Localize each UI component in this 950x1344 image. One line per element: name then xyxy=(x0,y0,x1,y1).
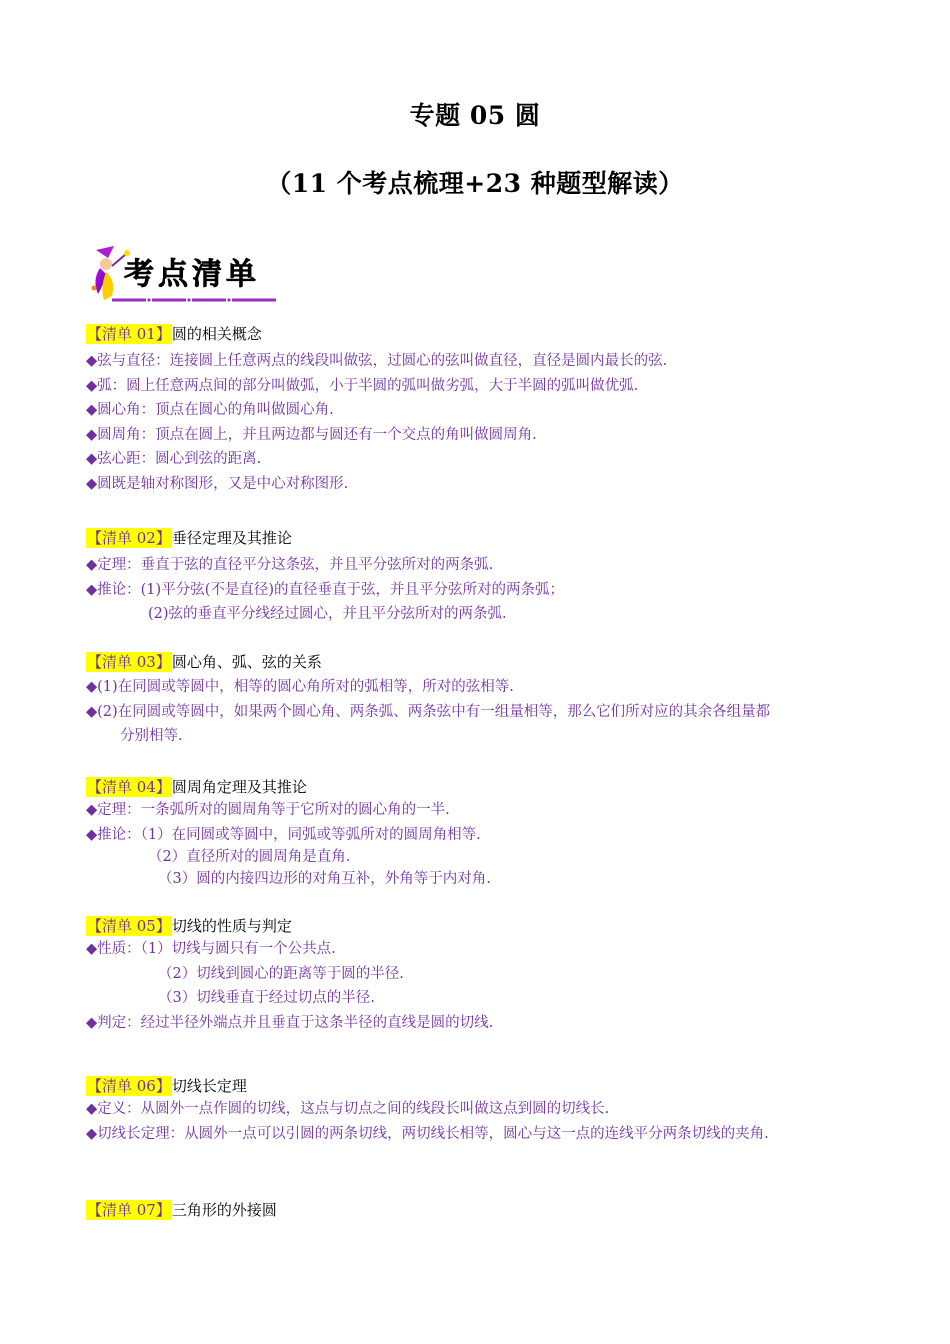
list-item: （2）切线到圆心的距离等于圆的半径. xyxy=(158,965,404,982)
section-tag: 【清单 04】 xyxy=(87,778,171,796)
section-title: 切线长定理 xyxy=(171,1077,247,1095)
section-01 xyxy=(86,323,870,496)
section-heading xyxy=(86,323,870,345)
section-04 xyxy=(86,776,870,891)
section-heading xyxy=(86,1075,870,1097)
list-item: （2）直径所对的圆周角是直角. xyxy=(148,849,351,865)
section-07 xyxy=(86,1199,870,1221)
list-item: ◆(2)在同圆或等圆中，如果两个圆心角、两条弧、两条弦中有一组量相等，那么它们所对应的其余各组量都 xyxy=(86,703,771,720)
list-item: ◆推论：（1）在同圆或等圆中，同弧或等弧所对的圆周角相等. xyxy=(86,826,481,843)
section-title: 圆的相关概念 xyxy=(171,325,262,343)
section-tag: 【清单 05】 xyxy=(87,917,171,935)
section-tag: 【清单 06】 xyxy=(87,1077,171,1095)
list-item: ◆弦心距：圆心到弦的距离. xyxy=(86,451,262,467)
list-item: 分别相等. xyxy=(120,728,183,744)
list-item: ◆定理：垂直于弦的直径平分这条弦，并且平分弦所对的两条弧. xyxy=(86,557,494,573)
section-heading xyxy=(86,776,870,798)
section-heading xyxy=(86,915,870,937)
section-02 xyxy=(86,527,870,627)
section-tag: 【清单 07】 xyxy=(87,1201,171,1219)
section-title: 切线的性质与判定 xyxy=(171,917,292,935)
list-item: ◆判定：经过半径外端点并且垂直于这条半径的直线是圆的切线. xyxy=(86,1014,494,1031)
page-title: 专题 05 圆 xyxy=(409,101,541,130)
list-item: ◆定理：一条弧所对的圆周角等于它所对的圆心角的一半. xyxy=(86,802,450,818)
list-item: ◆圆既是轴对称图形，又是中心对称图形. xyxy=(86,475,349,492)
list-item: ◆弧：圆上任意两点间的部分叫做弧，小于半圆的弧叫做劣弧，大于半圆的弧叫做优弧. xyxy=(86,377,639,394)
section-06 xyxy=(86,1075,870,1146)
page-subtitle: （11 个考点梳理+23 种题型解读） xyxy=(266,169,684,198)
section-title: 垂径定理及其推论 xyxy=(171,529,292,547)
list-item: ◆弦与直径：连接圆上任意两点的线段叫做弦，过圆心的弦叫做直径，直径是圆内最长的弦. xyxy=(86,353,668,369)
list-item: ◆圆心角：顶点在圆心的角叫做圆心角. xyxy=(86,402,334,418)
section-05 xyxy=(86,915,870,1035)
section-tag: 【清单 01】 xyxy=(87,325,171,343)
list-item: ◆切线长定理：从圆外一点可以引圆的两条切线，两切线长相等，圆心与这一点的连线平分两条切线的夹角. xyxy=(86,1125,769,1142)
section-heading xyxy=(86,1199,870,1221)
section-title: 三角形的外接圆 xyxy=(171,1201,277,1219)
list-item: ◆性质：（1）切线与圆只有一个公共点. xyxy=(86,941,336,957)
kaodian-qingdan-logo xyxy=(86,244,286,312)
list-item: （3）切线垂直于经过切点的半径. xyxy=(158,990,375,1006)
section-title: 圆心角、弧、弦的关系 xyxy=(171,653,322,671)
list-item: ◆圆周角：顶点在圆上，并且两边都与圆还有一个交点的角叫做圆周角. xyxy=(86,426,537,443)
section-heading xyxy=(86,651,870,673)
section-tag: 【清单 02】 xyxy=(87,529,171,547)
list-item: ◆定义：从圆外一点作圆的切线，这点与切点之间的线段长叫做这点到圆的切线长. xyxy=(86,1101,610,1117)
list-item: （3）圆的内接四边形的对角互补，外角等于内对角. xyxy=(158,871,491,887)
section-tag: 【清单 03】 xyxy=(87,653,171,671)
list-item: (2)弦的垂直平分线经过圆心，并且平分弦所对的两条弧. xyxy=(148,606,507,622)
section-03 xyxy=(86,651,870,749)
list-item: ◆推论：(1)平分弦(不是直径)的直径垂直于弦，并且平分弦所对的两条弧； xyxy=(86,581,565,598)
section-heading xyxy=(86,527,870,549)
logo-text: 考点清单 xyxy=(124,257,260,292)
section-title: 圆周角定理及其推论 xyxy=(171,778,307,796)
list-item: ◆(1)在同圆或等圆中，相等的圆心角所对的弧相等，所对的弦相等. xyxy=(86,679,514,695)
